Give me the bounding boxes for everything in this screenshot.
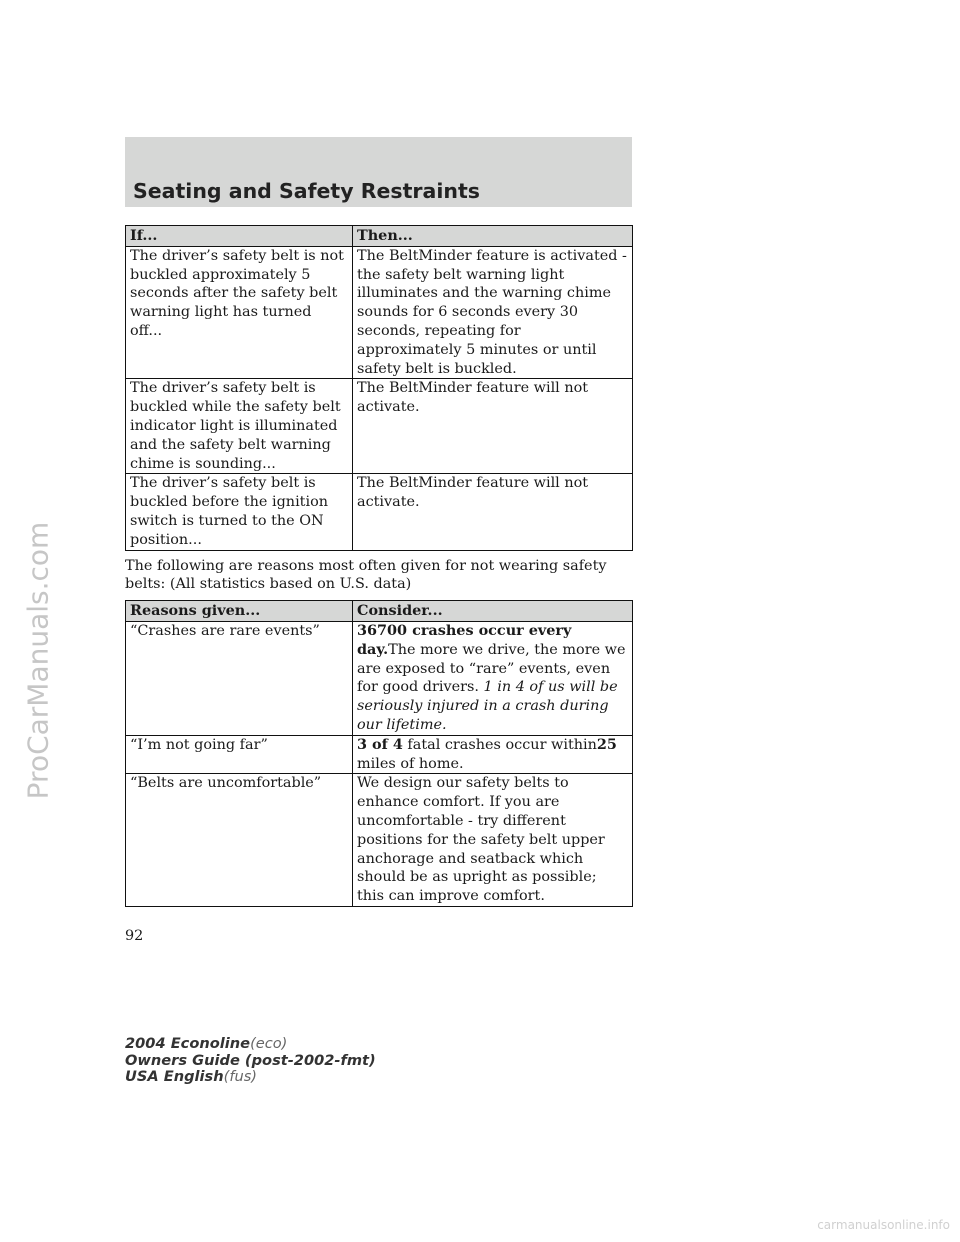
document-footer xyxy=(125,1036,376,1086)
table-cell-then: The BeltMinder feature will not activate. xyxy=(353,379,633,474)
section-title: Seating and Safety Restraints xyxy=(133,179,480,203)
reasons-table xyxy=(125,600,633,907)
page-number: 92 xyxy=(125,928,144,944)
footer-guide: Owners Guide (post-2002-fmt) xyxy=(125,1051,376,1069)
table-cell-if: The driver’s safety belt is buckled before the ignition switch is turned to the ON position... xyxy=(126,474,353,550)
table-row xyxy=(126,621,633,735)
side-watermark-text: ProCarManuals.com xyxy=(21,521,55,799)
footer-model: 2004 Econoline xyxy=(125,1035,251,1052)
crash-stat: 36700 crashes occur every day. xyxy=(357,621,572,658)
table-cell-then: The BeltMinder feature will not activate. xyxy=(353,474,633,550)
column-header-consider: Consider... xyxy=(353,601,633,622)
table-cell-then: The BeltMinder feature is activated - the safety belt warning light illuminates and the warning chime sounds for 6 seconds every 30 seconds, repeating for approximately 5 minutes or until safety belt is buckled. xyxy=(353,246,633,379)
table-row xyxy=(126,735,633,774)
footer-language: USA English xyxy=(125,1068,224,1086)
fatal-ratio: 3 of 4 xyxy=(357,735,403,753)
injury-stat: 1 in 4 of us will be seriously injured in a crash during our lifetime. xyxy=(357,679,618,733)
table-cell-consider xyxy=(353,735,633,774)
beltminder-table xyxy=(125,225,633,551)
table-cell-reason: “Belts are uncomfortable” xyxy=(126,774,353,907)
footer-model-code: (eco) xyxy=(250,1035,288,1052)
crash-explanation: The more we drive, the more we are exposed to “rare” events, even for good drivers. xyxy=(357,641,626,696)
table-header-row xyxy=(126,226,633,247)
intro-paragraph: The following are reasons most often given for not wearing safety belts: (All statistics based on U.S. data) xyxy=(125,557,607,593)
table-cell-consider xyxy=(353,621,633,735)
page-content xyxy=(125,225,632,907)
fatal-text: fatal crashes occur within xyxy=(407,736,597,753)
section-header xyxy=(125,137,632,207)
table-cell-if: The driver’s safety belt is not buckled approximately 5 seconds after the safety belt warning light has turned off... xyxy=(126,246,353,379)
distance-text: miles of home. xyxy=(357,755,464,772)
distance-value: 25 xyxy=(596,735,617,753)
footer-line-model xyxy=(125,1036,376,1053)
table-row xyxy=(126,246,633,379)
table-cell-if: The driver’s safety belt is buckled while the safety belt indicator light is illuminated and the safety belt warning chime is sounding... xyxy=(126,379,353,474)
footer-language-code: (fus) xyxy=(223,1068,258,1086)
side-watermark xyxy=(8,420,68,900)
table-header-row xyxy=(126,601,633,622)
table-row xyxy=(126,474,633,550)
table-row xyxy=(126,774,633,907)
bottom-watermark: carmanualsonline.info xyxy=(817,1218,950,1232)
column-header-reasons: Reasons given... xyxy=(126,601,353,622)
table-row xyxy=(126,379,633,474)
table-cell-consider: We design our safety belts to enhance comfort. If you are uncomfortable - try different positions for the safety belt upper anchorage and seatback which should be as upright as possible; this can improve comfort. xyxy=(353,774,633,907)
table-cell-reason: “Crashes are rare events” xyxy=(126,621,353,735)
table-cell-reason: “I’m not going far” xyxy=(126,735,353,774)
column-header-if: If... xyxy=(126,226,353,247)
column-header-then: Then... xyxy=(353,226,633,247)
footer-line-language xyxy=(125,1069,376,1086)
